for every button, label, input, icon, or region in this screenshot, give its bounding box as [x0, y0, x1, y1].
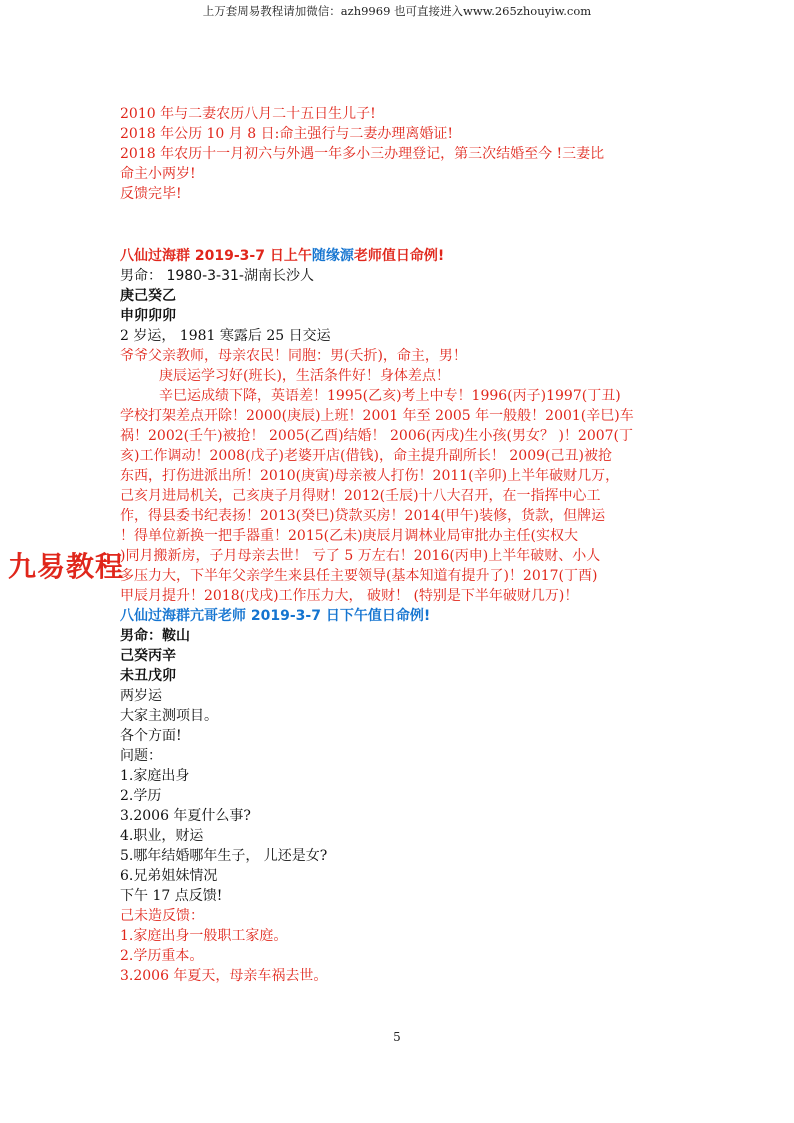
teacher-name: 亢哥	[190, 608, 218, 624]
case-title: 八仙过海群 2019-3-7 日上午随缘源老师值日命例!	[120, 248, 445, 264]
page-header: 上万套周易教程请加微信：azh9969 也可直接进入www.265zhouyiw.com	[202, 4, 592, 18]
feedback-line: 亥)工作调动！2008(戊子)老婆开店(借钱)，命主提升副所长！ 2009(己丑)被抢	[120, 448, 612, 464]
case-title: 八仙过海群亢哥老师 2019-3-7 日下午值日命例!	[120, 608, 431, 624]
text-line: 下午 17 点反馈!	[120, 888, 223, 904]
page-number: 5	[393, 1030, 401, 1044]
case-1	[120, 246, 680, 606]
bazi-branches: 未丑戊卯	[120, 668, 176, 684]
watermark-logo: 九易教程	[8, 550, 125, 583]
feedback-line: 作，得县委书纪表扬！2013(癸巳)贷款买房！2014(甲午)装修，货款，但牌运	[120, 508, 606, 524]
text-line: 2010 年与二妻农历八月二十五日生儿子!	[120, 106, 376, 122]
text-line: 问题：	[120, 748, 162, 764]
bazi-stems: 庚己癸乙	[120, 288, 176, 304]
feedback-line: 辛巳运成绩下降，英语差！1995(乙亥)考上中专！1996(丙子)1997(丁丑)	[159, 388, 621, 404]
feedback-line: 庚辰运学习好(班长)，生活条件好！身体差点！	[159, 368, 450, 384]
text-line: 反馈完毕!	[120, 186, 182, 202]
text-line: 命主小两岁!	[120, 166, 196, 182]
feedback-line: 多压力大，下半年父亲学生来县任主要领导(基本知道有提升了)！2017(丁酉)	[120, 568, 598, 584]
feedback-line: 己亥月进局机关，己亥庚子月得财！2012(壬辰)十八大召开，在一指挥中心工	[120, 488, 601, 504]
feedback-line: )同月搬新房，子月母亲去世！ 亏了 5 万左右！2016(丙申)上半年破财、小人	[120, 548, 601, 564]
document-body	[120, 104, 680, 986]
bazi-branches: 申卯卯卯	[120, 308, 176, 324]
feedback-line: 祸！2002(壬午)被抢！ 2005(乙酉)结婚！ 2006(丙戌)生小孩(男女？ )！2007(丁	[120, 428, 634, 444]
question-item: 4.职业，财运	[120, 828, 204, 844]
case-info: 男命： 1980-3-31-湖南长沙人	[120, 268, 314, 284]
text-line: 大家主测项目。	[120, 708, 218, 724]
bazi-stems: 己癸丙辛	[120, 648, 176, 664]
feedback-line: 1.家庭出身一般职工家庭。	[120, 928, 288, 944]
teacher-name: 随缘源	[311, 248, 354, 264]
feedback-block-1	[120, 104, 680, 204]
feedback-line: 己未造反馈：	[120, 908, 204, 924]
text-line: 各个方面!	[120, 728, 182, 744]
yun-info: 2 岁运， 1981 寒露后 25 日交运	[120, 328, 331, 344]
question-item: 1.家庭出身	[120, 768, 190, 784]
feedback-line: 3.2006 年夏天，母亲车祸去世。	[120, 968, 328, 984]
text-line: 2018 年农历十一月初六与外遇一年多小三办理登记，第三次结婚至今 !三妻比	[120, 146, 605, 162]
question-item: 3.2006 年夏什么事?	[120, 808, 251, 824]
text-line: 2018 年公历 10 月 8 日:命主强行与二妻办理离婚证!	[120, 126, 453, 142]
feedback-line: 爷爷父亲教师，母亲农民！同胞：男(夭折)，命主，男！	[120, 348, 467, 364]
feedback-line: 甲辰月提升！2018(戊戌)工作压力大， 破财！ (特别是下半年破财几万)！	[120, 588, 579, 604]
feedback-line: 2.学历重本。	[120, 948, 204, 964]
question-item: 5.哪年结婚哪年生子， 儿还是女?	[120, 848, 328, 864]
case-info: 男命：鞍山	[120, 628, 190, 644]
question-item: 6.兄弟姐妹情况	[120, 868, 218, 884]
feedback-line: 东西，打伤进派出所！2010(庚寅)母亲被人打伤！2011(辛卯)上半年破财几万，	[120, 468, 620, 484]
text-line: 两岁运	[120, 688, 162, 704]
question-item: 2.学历	[120, 788, 162, 804]
feedback-line: ！得单位新换一把手器重！2015(乙未)庚辰月调林业局审批办主任(实权大	[120, 528, 579, 544]
feedback-line: 学校打架差点开除！2000(庚辰)上班！2001 年至 2005 年一般般！2001(辛巳)车	[120, 408, 634, 424]
case-2	[120, 606, 680, 986]
